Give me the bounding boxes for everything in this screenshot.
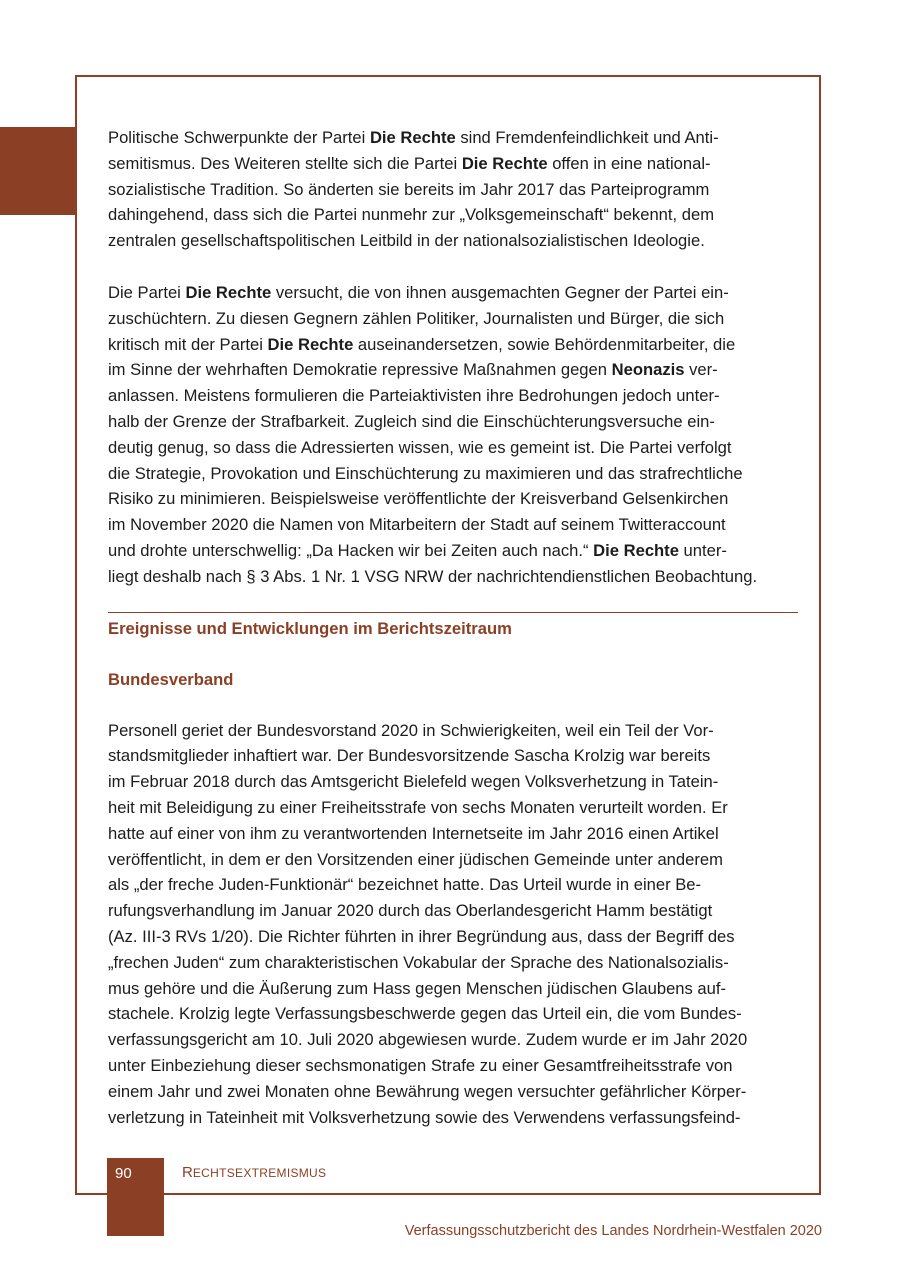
- paragraph-intimidation: [108, 280, 798, 590]
- text-segment: versucht, die von ihnen ausgemachten Gegner der Partei ein-: [271, 282, 729, 302]
- text-line: [108, 1105, 798, 1131]
- text-line: [108, 125, 798, 151]
- section-heading: Ereignisse und Entwicklungen im Berichtszeitraum: [108, 618, 512, 638]
- text-line: [108, 769, 798, 795]
- text-line: [108, 847, 798, 873]
- footer-publication-title: Verfassungsschutzbericht des Landes Nordrhein-Westfalen 2020: [404, 1223, 822, 1239]
- text-line: [108, 872, 798, 898]
- text-segment: mus gehöre und die Äußerung zum Hass gegen Menschen jüdischen Glaubens auf-: [108, 978, 727, 998]
- text-line: [108, 177, 798, 203]
- text-segment: rufungsverhandlung im Januar 2020 durch das Oberlandesgericht Hamm bestätigt: [108, 901, 713, 921]
- text-segment: kritisch mit der Partei: [108, 334, 268, 354]
- text-line: [108, 202, 798, 228]
- text-line: [108, 461, 798, 487]
- bold-term: Die Rechte: [369, 128, 456, 147]
- bold-term: Die Rechte: [593, 540, 679, 560]
- text-line: [108, 306, 798, 332]
- text-segment: dahingehend, dass sich die Partei nunmehr zur „Volksgemeinschaft“ bekennt, dem: [108, 205, 715, 225]
- text-segment: halb der Grenze der Strafbarkeit. Zugleich sind die Einschüchterungsversuche ein-: [108, 411, 715, 431]
- text-segment: veröffentlicht, in dem er den Vorsitzenden einer jüdischen Gemeinde unter anderem: [108, 849, 723, 869]
- text-segment: als „der freche Juden-Funktionär“ bezeichnet hatte. Das Urteil wurde in einer Be-: [108, 875, 702, 895]
- page-number: 90: [115, 1165, 132, 1182]
- text-line: [108, 332, 798, 358]
- text-line: [108, 435, 798, 461]
- text-segment: im Februar 2018 durch das Amtsgericht Bielefeld wegen Volksverhetzung in Tatein-: [108, 772, 719, 792]
- text-segment: (Az. III-3 RVs 1/20). Die Richter führten in ihrer Begründung aus, dass der Begriff des: [108, 926, 735, 946]
- text-segment: Die Partei: [108, 282, 186, 302]
- text-segment: sind Fremdenfeindlichkeit und Anti-: [455, 128, 719, 147]
- text-segment: ver-: [684, 360, 718, 380]
- text-line: [108, 795, 798, 821]
- running-head-rest: ECHTSEXTREMISMUS: [192, 1166, 327, 1180]
- text-line: [108, 1027, 798, 1053]
- text-segment: semitismus. Des Weiteren stellte sich die Partei: [108, 153, 462, 173]
- text-segment: zuschüchtern. Zu diesen Gegnern zählen Politiker, Journalisten und Bürger, die sich: [108, 308, 725, 328]
- text-segment: und drohte unterschwellig: „Da Hacken wir bei Zeiten auch nach.“: [108, 540, 594, 560]
- text-segment: im November 2020 die Namen von Mitarbeitern der Stadt auf seinem Twitteraccount: [108, 515, 726, 535]
- text-segment: verletzung in Tateinheit mit Volksverhetzung sowie des Verwendens verfassungsfeind-: [108, 1107, 741, 1127]
- text-segment: standsmitglieder inhaftiert war. Der Bundesvorsitzende Sascha Krolzig war bereits: [108, 746, 711, 766]
- text-line: [108, 924, 798, 950]
- text-line: [108, 280, 798, 306]
- subsection-heading: Bundesverband: [108, 669, 234, 689]
- bold-term: Die Rechte: [461, 153, 548, 173]
- text-segment: heit mit Beleidigung zu einer Freiheitsstrafe von sechs Monaten verurteilt worden. Er: [108, 797, 728, 817]
- text-segment: hatte auf einer von ihm zu verantwortenden Internetseite im Jahr 2016 einen Artikel: [108, 823, 719, 843]
- text-segment: verfassungsgericht am 10. Juli 2020 abgewiesen wurde. Zudem wurde er im Jahr 2020: [108, 1030, 748, 1050]
- text-line: [108, 151, 798, 177]
- text-segment: zentralen gesellschaftspolitischen Leitbild in der nationalsozialistischen Ideologie.: [108, 231, 705, 251]
- chapter-side-tab: [0, 127, 77, 215]
- text-segment: stachele. Krolzig legte Verfassungsbeschwerde gegen das Urteil ein, die vom Bundes-: [108, 1004, 742, 1024]
- text-segment: Personell geriet der Bundesvorstand 2020 in Schwierigkeiten, weil ein Teil der Vor-: [108, 720, 714, 740]
- text-segment: unter Einbeziehung dieser sechsmonatigen Strafe zu einer Gesamtfreiheitsstrafe von: [108, 1055, 733, 1075]
- text-line: [108, 898, 798, 924]
- text-line: [108, 357, 798, 383]
- text-line: [108, 821, 798, 847]
- text-line: [108, 1079, 798, 1105]
- text-line: [108, 512, 798, 538]
- page-number-box: [107, 1158, 164, 1236]
- text-line: [108, 383, 798, 409]
- text-line: [108, 486, 798, 512]
- paragraph-party-focus: [108, 125, 798, 254]
- text-line: [108, 1053, 798, 1079]
- text-line: [108, 538, 798, 564]
- text-line: [108, 409, 798, 435]
- running-head-initial: R: [182, 1164, 193, 1181]
- text-segment: Politische Schwerpunkte der Partei: [108, 128, 370, 147]
- text-line: [108, 976, 798, 1002]
- text-line: [108, 718, 798, 744]
- paragraph-federal-board: [108, 718, 798, 1131]
- text-line: [108, 564, 798, 590]
- text-line: [108, 228, 798, 254]
- text-segment: die Strategie, Provokation und Einschüchterung zu maximieren und das strafrechtliche: [108, 463, 743, 483]
- text-segment: anlassen. Meistens formulieren die Parteiaktivisten ihre Bedrohungen jedoch unter-: [108, 386, 720, 406]
- text-segment: auseinandersetzen, sowie Behördenmitarbeiter, die: [353, 334, 736, 354]
- text-segment: liegt deshalb nach § 3 Abs. 1 Nr. 1 VSG NRW der nachrichtendienstlichen Beobachtung.: [108, 566, 758, 586]
- bold-term: Neonazis: [611, 360, 685, 380]
- text-segment: „frechen Juden“ zum charakteristischen Vokabular der Sprache des Nationalsozialis-: [108, 952, 729, 972]
- text-segment: einem Jahr und zwei Monaten ohne Bewährung wegen versuchter gefährlicher Körper-: [108, 1081, 747, 1101]
- text-segment: im Sinne der wehrhaften Demokratie repressive Maßnahmen gegen: [108, 360, 612, 380]
- text-segment: sozialistische Tradition. So änderten sie bereits im Jahr 2017 das Parteiprogramm: [108, 179, 710, 199]
- bold-term: Die Rechte: [185, 282, 272, 302]
- text-line: [108, 743, 798, 769]
- bold-term: Die Rechte: [267, 334, 354, 354]
- text-segment: Risiko zu minimieren. Beispielsweise veröffentlichte der Kreisverband Gelsenkirchen: [108, 489, 729, 509]
- main-content: [108, 125, 798, 1130]
- text-line: [108, 950, 798, 976]
- text-segment: unter-: [678, 540, 727, 560]
- text-segment: deutig genug, so dass die Adressierten wissen, wie es gemeint ist. Die Partei verfolgt: [108, 437, 732, 457]
- text-line: [108, 1001, 798, 1027]
- text-segment: offen in eine national-: [547, 153, 711, 173]
- running-head: [182, 1163, 326, 1183]
